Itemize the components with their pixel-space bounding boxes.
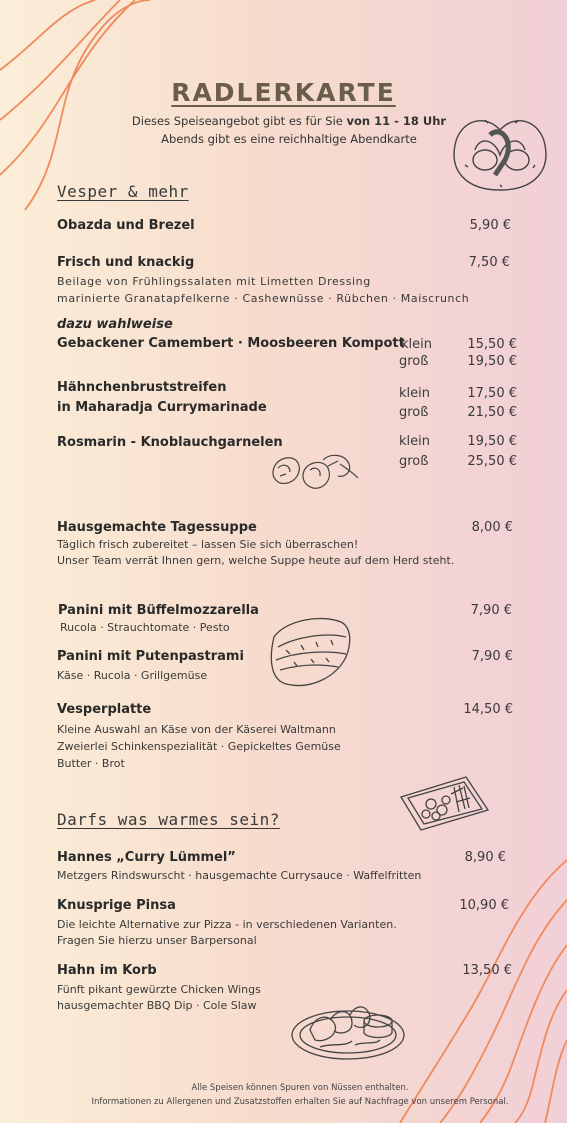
item-name-panini-pute: Panini mit Putenpastrami (57, 649, 244, 664)
subtitle-evening: Abends gibt es eine reichhaltige Abendkarte (161, 132, 417, 146)
item-price-suppe: 8,00 € (471, 520, 513, 535)
item-desc-hahn-1: Fünft pikant gewürzte Chicken Wings (57, 983, 261, 996)
item-price-frisch: 7,50 € (468, 255, 510, 270)
item-desc-pinsa-1: Die leichte Alternative zur Pizza - in verschiedenen Varianten. (57, 918, 397, 931)
item-name-haehnchen: Hähnchenbruststreifen (57, 380, 227, 395)
chicken-wings-illustration (290, 985, 410, 1065)
fries-basket-illustration (396, 772, 492, 834)
item-desc-suppe-1: Täglich frisch zubereitet – lassen Sie sich überraschen! (57, 538, 359, 551)
item-price-panini-bueffel: 7,90 € (470, 603, 512, 618)
item-desc-vesperplatte-1: Kleine Auswahl an Käse von der Käserei Waltmann (57, 723, 336, 736)
price-large-haehnchen: 21,50 € (467, 405, 517, 420)
size-large-garnelen: groß (399, 454, 429, 469)
item-price-pinsa: 10,90 € (459, 898, 509, 913)
item-name-obazda: Obazda und Brezel (57, 218, 195, 233)
section-heading-warm: Darfs was warmes sein? (57, 810, 280, 829)
item-desc-panini-pute: Käse · Rucola · Grillgemüse (57, 669, 208, 682)
size-large-haehnchen: groß (399, 405, 429, 420)
item-name-haehnchen-2: in Maharadja Currymarinade (57, 400, 267, 415)
size-small-garnelen: klein (399, 434, 430, 449)
page-title: RADLERKARTE (171, 78, 396, 107)
item-name-pinsa: Knusprige Pinsa (57, 898, 176, 913)
price-large-camembert: 19,50 € (467, 354, 517, 369)
item-desc-curry: Metzgers Rindswurscht · hausgemachte Currysauce · Waffelfritten (57, 869, 422, 882)
item-price-obazda: 5,90 € (469, 218, 511, 233)
price-large-garnelen: 25,50 € (467, 454, 517, 469)
item-desc-frisch-2: marinierte Granatapfelkerne · Cashewnüsse · Rübchen · Maiscrunch (57, 292, 470, 305)
item-name-vesperplatte: Vesperplatte (57, 702, 152, 717)
price-small-garnelen: 19,50 € (467, 434, 517, 449)
section-heading-vesper: Vesper & mehr (57, 182, 189, 201)
size-large-camembert: groß (399, 354, 429, 369)
item-desc-hahn-2: hausgemachter BBQ Dip · Cole Slaw (57, 999, 257, 1012)
panini-illustration (266, 612, 354, 692)
item-desc-vesperplatte-3: Butter · Brot (57, 757, 125, 770)
item-name-panini-bueffel: Panini mit Büffelmozzarella (58, 603, 259, 618)
size-small-haehnchen: klein (399, 386, 430, 401)
item-desc-frisch-1: Beilage von Frühlingssalaten mit Limetten Dressing (57, 275, 371, 288)
item-desc-vesperplatte-2: Zweierlei Schinkenspezialität · Gepickeltes Gemüse (57, 740, 341, 753)
item-price-hahn: 13,50 € (462, 963, 512, 978)
size-small-camembert: klein (401, 337, 432, 352)
item-desc-pinsa-2: Fragen Sie hierzu unser Barpersonal (57, 934, 257, 947)
item-price-curry: 8,90 € (464, 850, 506, 865)
price-small-haehnchen: 17,50 € (467, 386, 517, 401)
subtitle-hours: von 11 - 18 Uhr (346, 114, 447, 128)
price-small-camembert: 15,50 € (467, 337, 517, 352)
footer-note-2: Informationen zu Allergenen und Zusatzstoffen erhalten Sie auf Nachfrage von unserem Personal. (91, 1097, 509, 1107)
item-name-frisch: Frisch und knackig (57, 255, 195, 270)
shrimp-illustration (268, 448, 360, 493)
item-price-panini-pute: 7,90 € (471, 649, 513, 664)
item-pre-camembert: dazu wahlweise (57, 317, 173, 332)
item-name-camembert: Gebackener Camembert · Moosbeeren Kompott (57, 336, 405, 351)
item-name-garnelen: Rosmarin - Knoblauchgarnelen (57, 435, 283, 450)
pretzel-illustration (445, 105, 555, 200)
item-name-hahn: Hahn im Korb (57, 963, 157, 978)
item-name-curry: Hannes „Curry Lümmel” (57, 850, 236, 865)
item-name-suppe: Hausgemachte Tagessuppe (57, 520, 257, 535)
item-price-vesperplatte: 14,50 € (463, 702, 513, 717)
item-desc-panini-bueffel: Rucola · Strauchtomate · Pesto (60, 621, 230, 634)
subtitle-prefix: Dieses Speiseangebot gibt es für Sie (131, 114, 347, 128)
item-desc-suppe-2: Unser Team verrät Ihnen gern, welche Suppe heute auf dem Herd steht. (57, 554, 455, 567)
footer-note-1: Alle Speisen können Spuren von Nüssen enthalten. (191, 1083, 409, 1093)
